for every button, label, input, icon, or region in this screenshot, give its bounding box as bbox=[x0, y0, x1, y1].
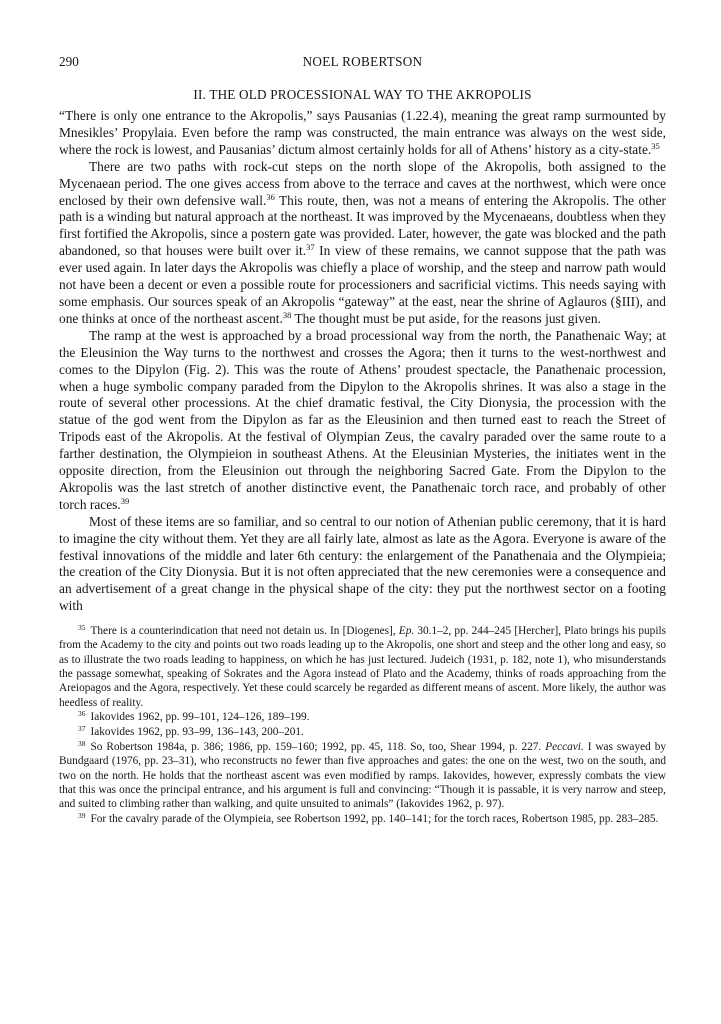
paragraph: There are two paths with rock-cut steps on the north slope of the Akropolis, both assigned to the Mycenaean period. The one gives access from above to the terrace and caves at the northwest, which were once enclosed by their own defensive wall.$^{36}$ This route, then, was not a means of entering the Akropolis. The other path is a winding but natural approach at the northeast. It was improved by the Mycenaeans, doubtless when they first fortified the Akropolis, since a postern gate was provided. Later, however, the gate was blocked and the path abandoned, so that houses were built over it.$^{37}$ In view of these remains, we cannot suppose that the path was ever used again. In later days the Akropolis was chiefly a place of worship, and the steep and narrow path would not have been a decent or even a possible route for processioners and sacrificial victims. This needs saying with some emphasis. Our sources speak of an Akropolis “gateway” at the east, near the shrine of Aglauros (§III), and one thinks at once of the northeast ascent.$^{38}$ The thought must be put aside, for the reasons just given. bbox=[59, 158, 667, 326]
paragraph: The ramp at the west is approached by a broad processional way from the north, the Panathenaic Way; at the Eleusinion the Way turns to the northwest and crosses the Agora; then it turns to the west-northwest and comes to the Dipylon (Fig. 2). This was the route of Athens’ proudest spectacle, the Panathenaic procession, when a huge symbolic company paraded from the Dipylon to the Akropolis shrines. It was also a stage in the route of several other processions. At the chief dramatic festival, the City Dionysia, the procession with the statue of the god went from the Dipylon as far as the Eleusinion and then turned east to reach the Street of Tripods east of the Akropolis. At the festival of Olympian Zeus, the cavalry paraded over the same route to a farther destination, the Olympieion in southeast Athens. At the Eleusinian Mysteries, the initiates went in the opposite direction, from the Eleusinion out through the neighboring Sacred Gate. From the Dipylon to the Akropolis was the last stretch of another distinctive event, the Panathenaic torch race, and probably of other torch races.$^{39}$ bbox=[59, 327, 666, 512]
page bbox=[59, 54, 666, 827]
footnote-ref: 39 bbox=[120, 495, 130, 506]
footnotes bbox=[59, 624, 666, 826]
running-header bbox=[59, 54, 666, 74]
footnote: $^{39}$ For the cavalry parade of the Olympieia, see Robertson 1992, pp. 140–141; for the torch races, Robertson 1985, pp. 283–285. bbox=[78, 811, 659, 826]
section-title: II. THE OLD PROCESSIONAL WAY TO THE AKROPOLIS bbox=[193, 87, 532, 102]
footnote: $^{35}$ There is a counterindication that need not detain us. In [Diogenes], Ep. 30.1–2, pp. 244–245 [Hercher], Plato brings his pupils from the Academy to the city and points out two roads leading up to the Akropolis, one short and steep and the other long and easy, so as to illustrate the two roads leading to happiness, on which he has just lectured. Judeich (1931, p. 182, note 1), who misunderstands the passage somewhat, speaking of Sokrates and the Agora instead of Plato and the Academy, thinks of roads approaching from the Areiopagos and the Agora, respectively. Yet these could scarcely be regarded as different means of ascent. More likely, the author was heedless of reality. bbox=[59, 623, 666, 709]
footnote: $^{36}$ Iakovides 1962, pp. 99–101, 124–126, 189–199. bbox=[78, 709, 310, 724]
page-number: 290 bbox=[59, 54, 79, 69]
running-head-author: NOEL ROBERTSON bbox=[302, 54, 423, 69]
footnote-ref: 38 bbox=[282, 309, 292, 320]
footnote-ref: 35 bbox=[651, 140, 660, 151]
footnote: $^{38}$ So Robertson 1984a, p. 386; 1986, pp. 159–160; 1992, pp. 45, 118. So, too, Shear 1994, p. 227. Peccavi. I was swayed by Bundgaard (1976, pp. 23–31), who reconstructs no fewer than five approaches and gates: the one on the west, two on the south, and two on the north. He holds that the northeast ascent was even modified by ramps. Iakovides, however, expressly combats the view that this was once the principal entrance, and his argument is full and convincing: “Though it is passable, it is very narrow and steep, and suited to climbing rather than walking, and quite unsuited to animals” (Iakovides 1962, p. 97). bbox=[59, 739, 666, 811]
footnote-ref: 36 bbox=[266, 191, 275, 202]
footnote-ref: 37 bbox=[306, 242, 315, 253]
footnote: $^{37}$ Iakovides 1962, pp. 93–99, 136–143, 200–201. bbox=[78, 724, 304, 739]
main-text bbox=[59, 108, 666, 615]
paragraph: “There is only one entrance to the Akropolis,” says Pausanias (1.22.4), meaning the great ramp surmounted by Mnesikles’ Propylaia. Even before the ramp was constructed, the main entrance was always on the west side, where the rock is lowest, and Pausanias’ dictum almost certainly holds for all of Athens’ history as a city-state.$^{35}$ bbox=[59, 108, 666, 157]
paragraph: Most of these items are so familiar, and so central to our notion of Athenian public ceremony, that it is hard to imagine the city without them. Yet they are all fairly late, almost as late as the Agora. Everyone is aware of the festival innovations of the middle and later 6th century: the enlargement of the Panathenaia and the Olympieia; the creation of the City Dionysia. But it is not often appreciated that the new ceremonies were a consequence and an advertisement of a great change in the physical shape of the city: they put the northwest sector on a footing with bbox=[59, 513, 666, 614]
